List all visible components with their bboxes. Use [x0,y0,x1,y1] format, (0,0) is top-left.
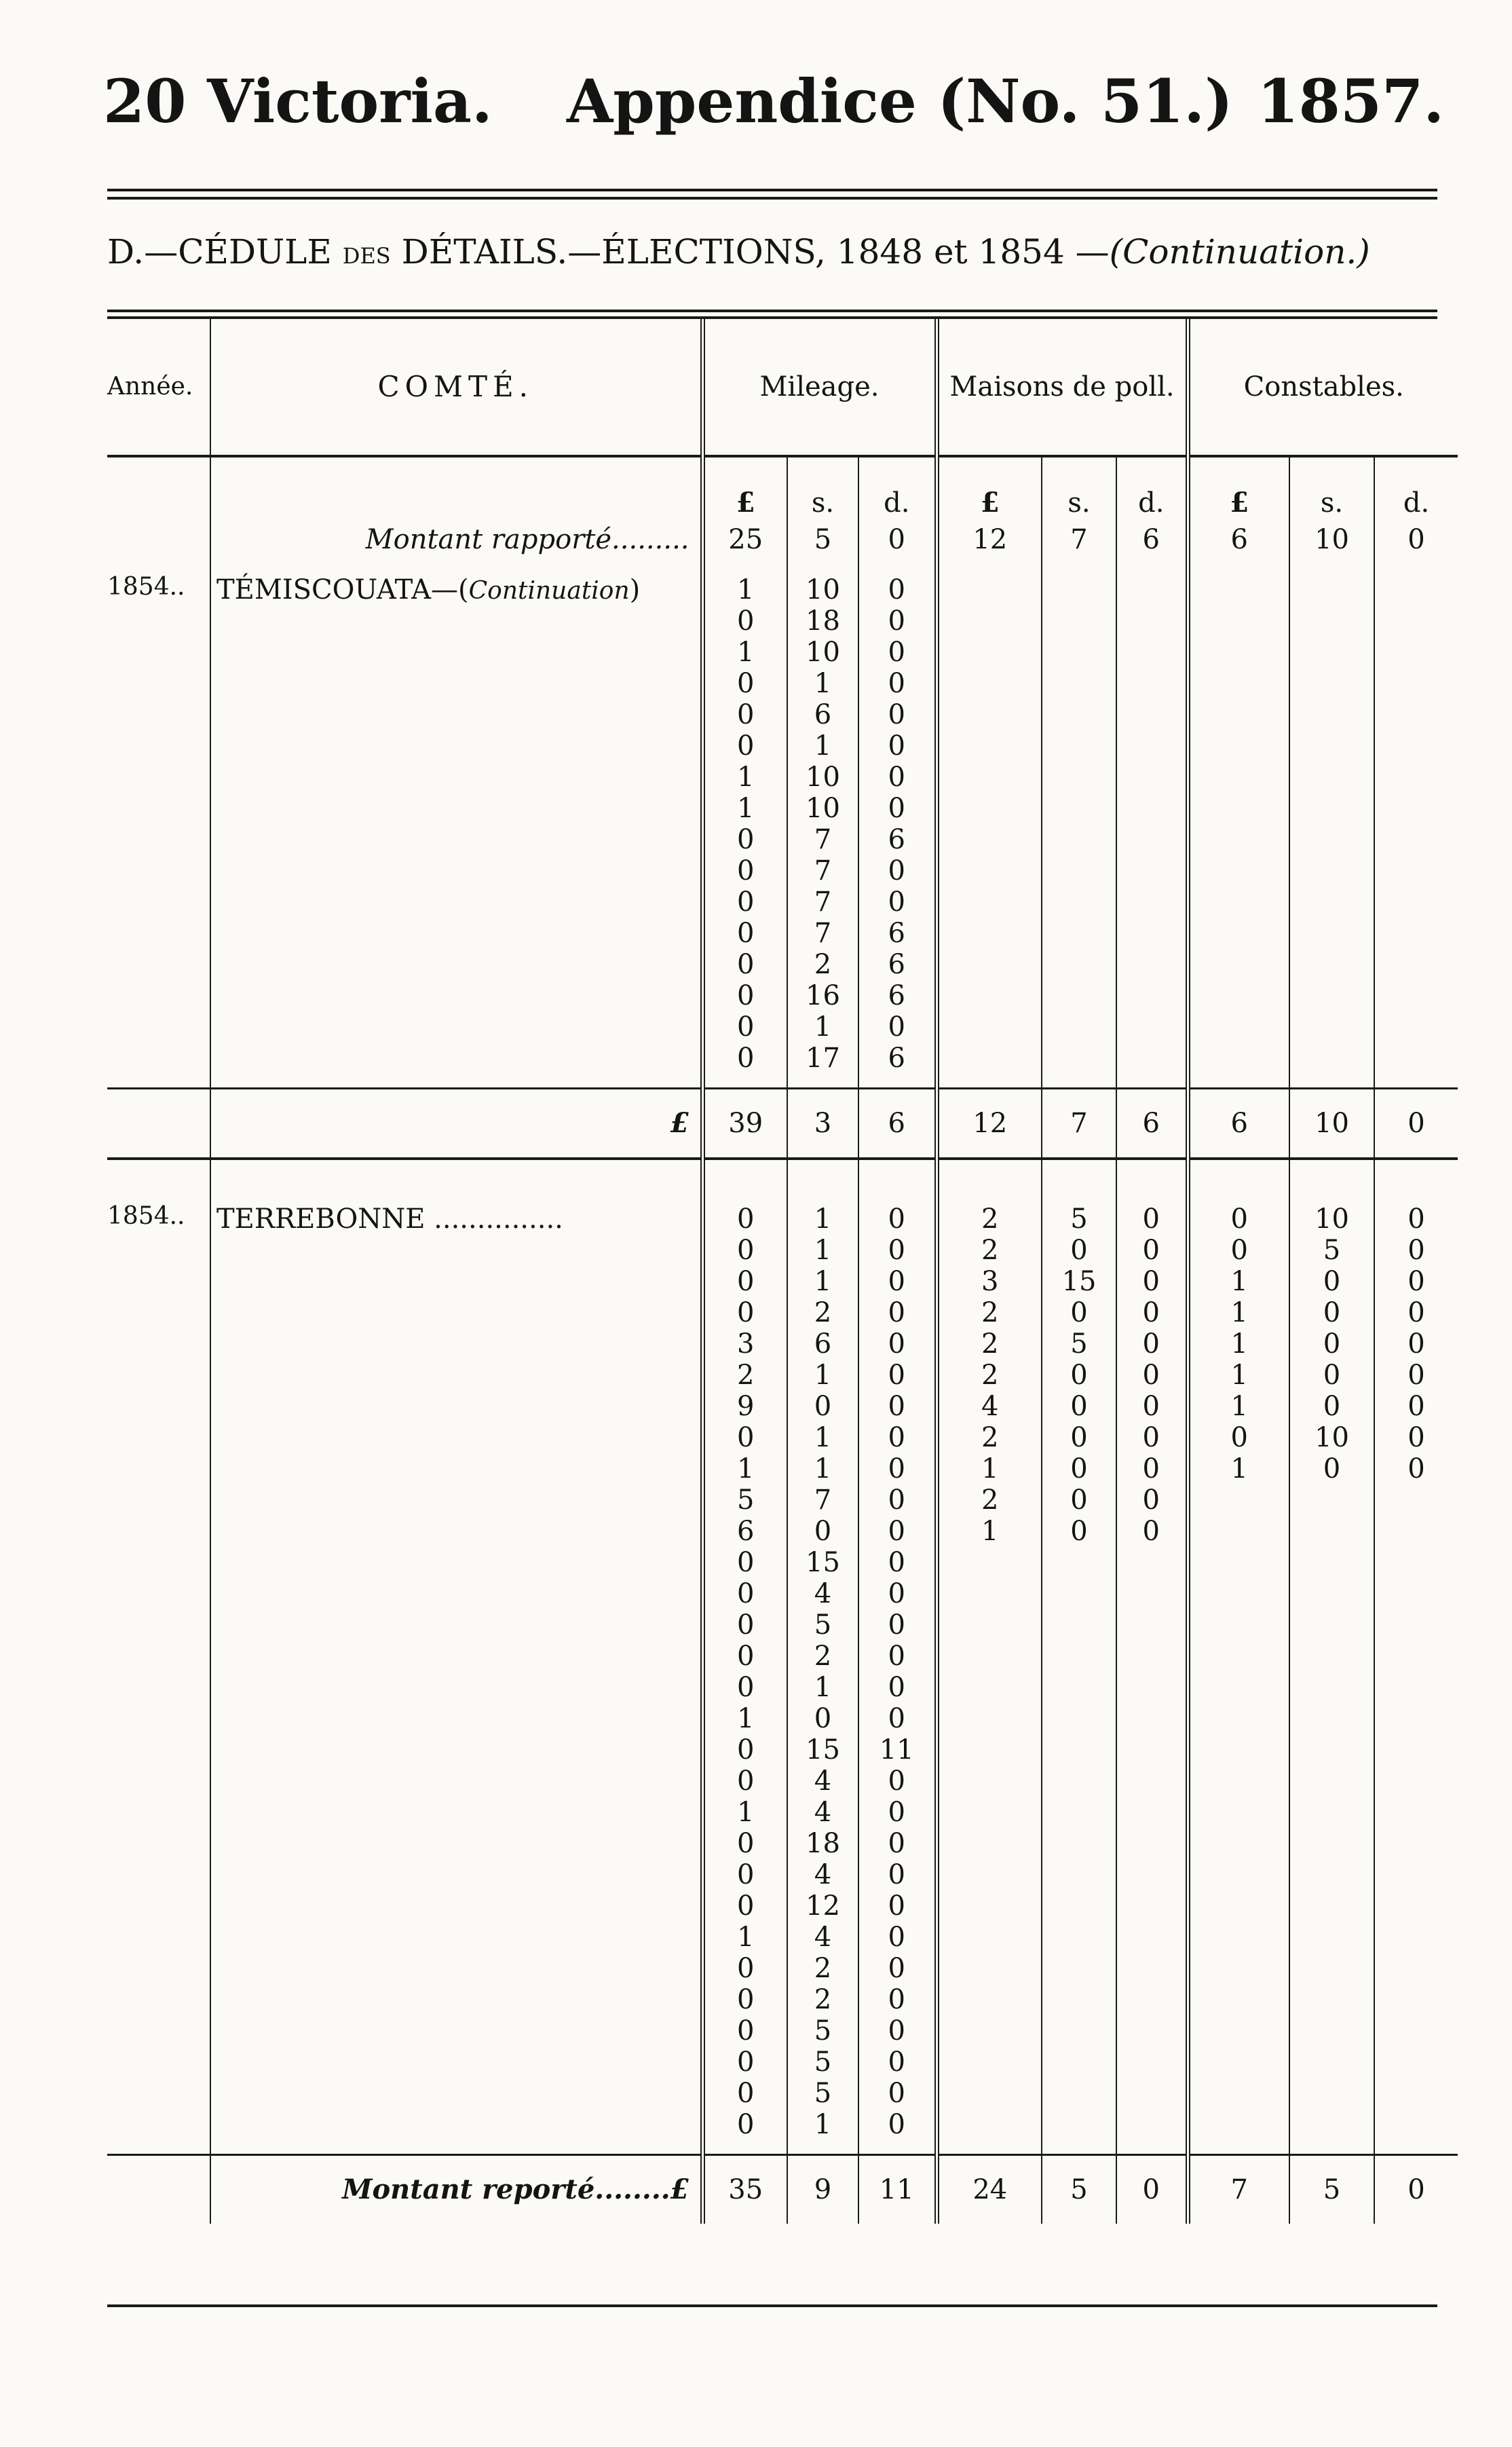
carried-out-row [107,2155,1458,2224]
table-cell: 7 [1188,2155,1289,2224]
table-cell: 7 [1042,524,1116,572]
carried-in-row [107,524,1458,572]
table-cell: 0 [1374,524,1458,572]
county-name: TÉMISCOUATA—(Continuation) [210,572,702,1089]
top-rule-2 [107,197,1437,200]
table-cell: 6 [858,1089,937,1159]
total-label: £ [210,1089,702,1159]
carried-in-label: Montant rapporté......... [210,524,702,572]
schedule-title: D.—CÉDULE DES DÉTAILS.—ÉLECTIONS, 1848 et 1854 —(Continuation.) [107,232,1370,272]
polls-pounds-column: 2 2 3 2 2 2 4 2 1 2 1 [937,1201,1042,2155]
table-top-rule [107,310,1437,312]
col-year-header: Année. [107,319,210,456]
mileage-pounds-column: 0 0 0 0 3 2 9 0 1 5 6 0 0 0 0 0 1 0 0 1 0 0 0 1 0 0 0 0 0 0 [702,1201,787,2155]
table-cell: 0 [1374,2155,1458,2224]
table-cell: 25 [702,524,787,572]
table-cell: 5 [1289,2155,1374,2224]
temiscouata-block [107,572,1458,1089]
col-constables-header: Constables. [1188,319,1458,456]
col-mileage-header: Mileage. [702,319,937,456]
constables-shillings-column: 10 5 0 0 0 0 0 10 0 [1289,1201,1374,2155]
table-cell: 12 [937,1089,1042,1159]
table-cell: 3 [787,1089,858,1159]
constables-pence-column: 0 0 0 0 0 0 0 0 0 [1374,1201,1458,2155]
year-cell: 1854.. [107,1202,185,1230]
terrebonne-block [107,1201,1458,2155]
table-cell: 24 [937,2155,1042,2224]
table-cell: 0 [1374,1089,1458,1159]
table-cell: 6 [1116,524,1188,572]
table-cell: 10 [1289,524,1374,572]
polls-pence-column: 0 0 0 0 0 0 0 0 0 0 0 [1116,1201,1188,2155]
top-rule [107,189,1437,191]
table-cell: 9 [787,2155,858,2224]
unit-pound: £ [702,456,787,524]
unit-shilling: s. [787,456,858,524]
unit-row [107,456,1458,524]
unit-pence: d. [1116,456,1188,524]
table-cell: 0 [858,524,937,572]
unit-pound: £ [937,456,1042,524]
table-cell: 39 [702,1089,787,1159]
unit-pence: d. [1374,456,1458,524]
section-separator [107,1159,1458,1201]
table-cell: 6 [1188,1089,1289,1159]
bottom-rule [107,2304,1437,2307]
header-row [107,319,1458,456]
header-year: 1857. [1257,66,1444,136]
mileage-pence-column: 0 0 0 0 0 0 0 0 0 0 0 0 0 0 0 0 0 11 0 0 0 0 0 0 0 0 0 0 0 0 [858,1201,937,2155]
header-session: 20 Victoria. [103,66,493,136]
table-cell: 5 [1042,2155,1116,2224]
unit-pence: d. [858,456,937,524]
mileage-shillings-column: 1 1 1 2 6 1 0 1 1 7 0 15 4 5 2 1 0 15 4 4 18 4 12 4 2 2 5 5 5 1 [787,1201,858,2155]
table-cell: 11 [858,2155,937,2224]
county-name: TERREBONNE ............... [210,1201,702,2155]
temiscouata-total-row [107,1089,1458,1159]
table-cell: 5 [787,524,858,572]
table-cell: 12 [937,524,1042,572]
table-cell: 6 [1116,1089,1188,1159]
constables-pounds-column: 0 0 1 1 1 1 1 0 1 [1188,1201,1289,2155]
polls-shillings-column: 5 0 15 0 5 0 0 0 0 0 0 [1042,1201,1116,2155]
table-cell: 35 [702,2155,787,2224]
unit-shilling: s. [1289,456,1374,524]
table-cell: 10 [1289,1089,1374,1159]
year-cell: 1854.. [107,573,185,601]
mileage-shillings-column: 10 18 10 1 6 1 10 10 7 7 7 7 2 16 1 17 [787,572,858,1089]
table-cell: 6 [1188,524,1289,572]
col-polls-header: Maisons de poll. [937,319,1188,456]
header-appendix: Appendice (No. 51.) [567,66,1233,136]
table-cell: 7 [1042,1089,1116,1159]
unit-shilling: s. [1042,456,1116,524]
mileage-pounds-column: 1 0 1 0 0 0 1 1 0 0 0 0 0 0 0 0 [702,572,787,1089]
unit-pound: £ [1188,456,1289,524]
carried-out-label: Montant reporté........£ [210,2155,702,2224]
col-county-header: COMTÉ. [210,319,702,456]
mileage-pence-column: 0 0 0 0 0 0 0 0 6 0 0 6 6 6 0 6 [858,572,937,1089]
ledger-table [107,319,1458,2224]
table-cell: 0 [1116,2155,1188,2224]
